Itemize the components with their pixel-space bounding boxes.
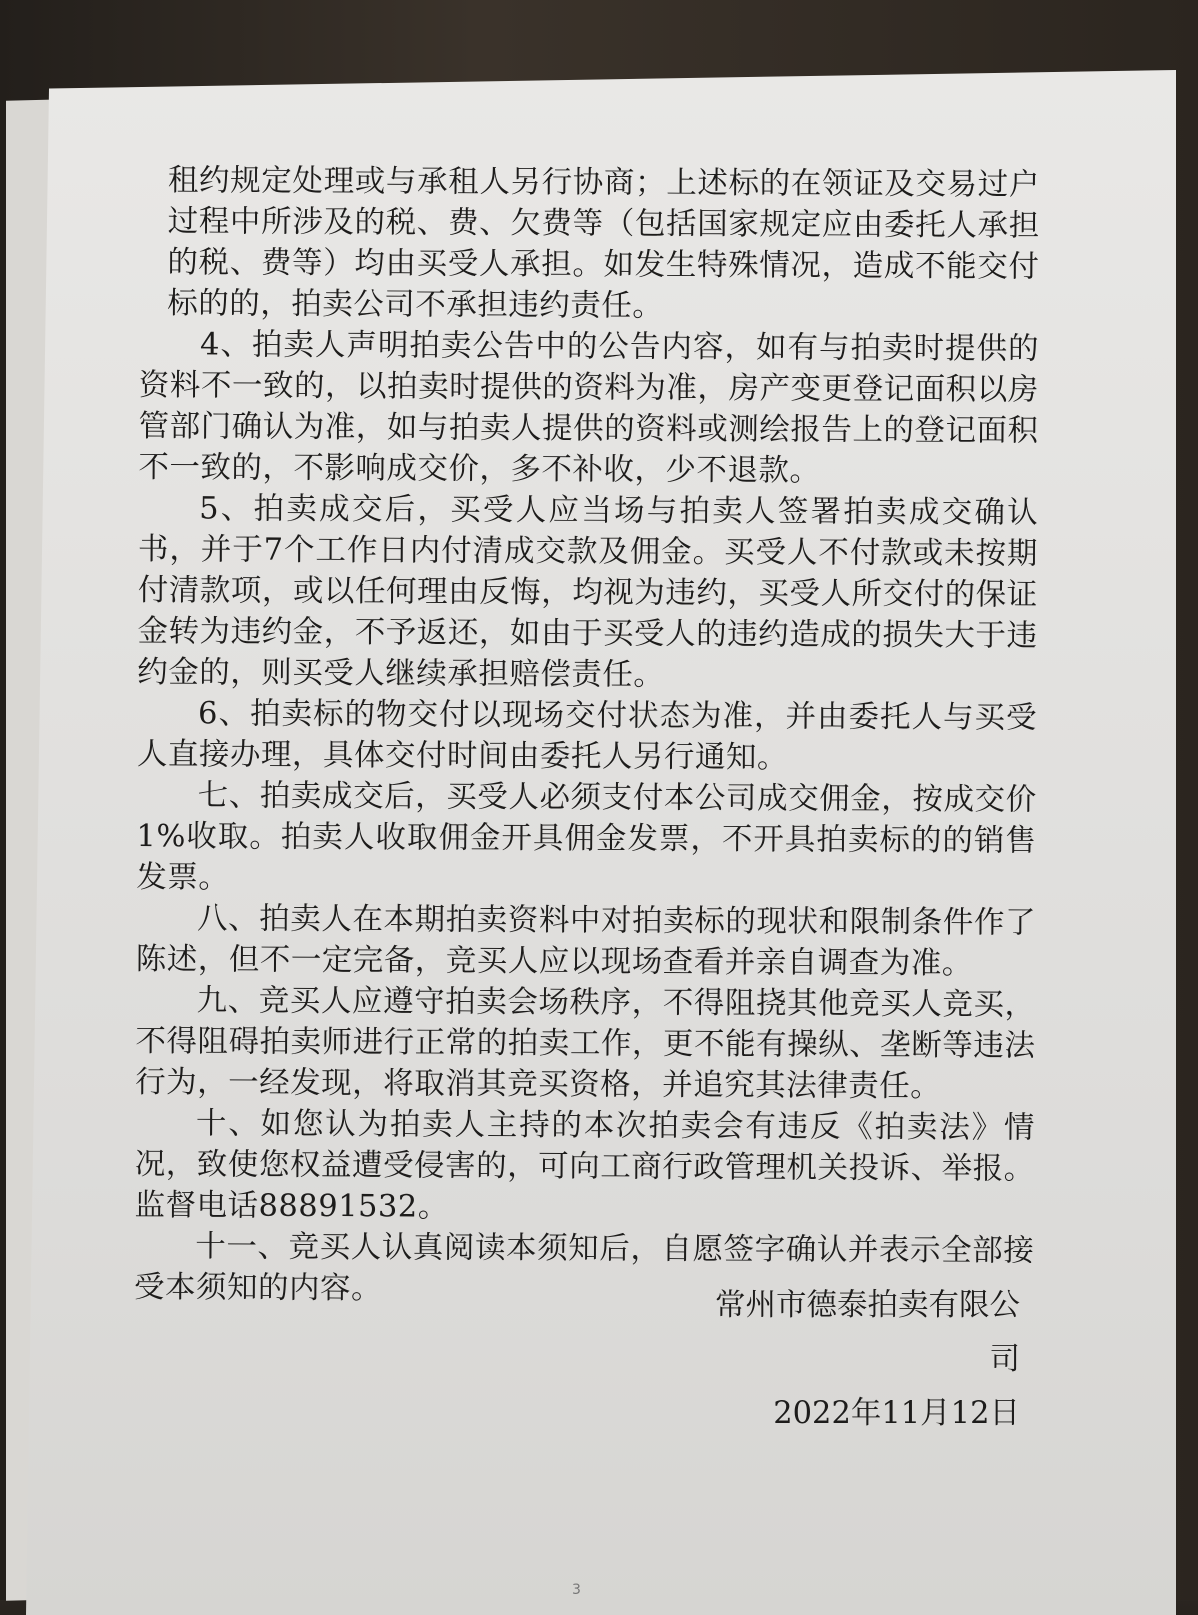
paragraph-11: 十一、竞买人认真阅读本须知后，自愿签字确认并表示全部接受本须知的内容。 [134, 1229, 1035, 1307]
company-name: 常州市德泰拍卖有限公司 [715, 1288, 1020, 1377]
document-date: 2022年11月12日 [773, 1396, 1020, 1431]
page-number: 3 [572, 1582, 581, 1598]
document-body [134, 160, 1040, 1313]
paragraph-6: 6、拍卖标的物交付以现场交付状态为准，并由委托人与买受人直接办理，具体交付时间由委托人另行通知。 [136, 696, 1038, 776]
paragraph-continuation: 租约规定处理或与承租人另行协商；上述标的在领证及交易过户过程中所涉及的税、费、欠费等（包括国家规定应由委托人承担的税、费等）均由买受人承担。如发生特殊情况，造成不能交付标的的，拍卖公司不承担违约责任。 [167, 163, 1040, 324]
paragraph-4: 4、拍卖人声明拍卖公告中的公告内容，如有与拍卖时提供的资料不一致的，以拍卖时提供的资料为准，房产变更登记面积以房管部门确认为准，如与拍卖人提供的资料或测绘报告上的登记面积不一致的，不影响成交价，多不补收，少不退款。 [138, 327, 1040, 489]
paragraph-7: 七、拍卖成交后，买受人必须支付本公司成交佣金，按成交价1%收取。拍卖人收取佣金开具佣金发票，不开具拍卖标的的销售发票。 [136, 778, 1037, 896]
signature-block [690, 1279, 1020, 1441]
paragraph-9: 九、竞买人应遵守拍卖会场秩序，不得阻挠其他竞买人竞买，不得阻碍拍卖师进行正常的拍卖工作，更不能有操纵、垄断等违法行为，一经发现，将取消其竞买资格，并追究其法律责任。 [135, 983, 1036, 1105]
paragraph-10: 十、如您认为拍卖人主持的本次拍卖会有违反《拍卖法》情况，致使您权益遭受侵害的，可向工商行政管理机关投诉、举报。监督电话88891532。 [134, 1106, 1036, 1225]
paragraph-8: 八、拍卖人在本期拍卖资料中对拍卖标的现状和限制条件作了陈述，但不一定完备，竞买人应以现场查看并亲自调查为准。 [135, 901, 1037, 982]
paragraph-5: 5、拍卖成交后，买受人应当场与拍卖人签署拍卖成交确认书，并于7个工作日内付清成交款及佣金。买受人不付款或未按期付清款项，或以任何理由反悔，均视为违约，买受人所交付的保证金转为违约金，不予返还，如由于买受人的违约造成的损失大于违约金的，则买受人继续承担赔偿责任。 [137, 491, 1039, 693]
